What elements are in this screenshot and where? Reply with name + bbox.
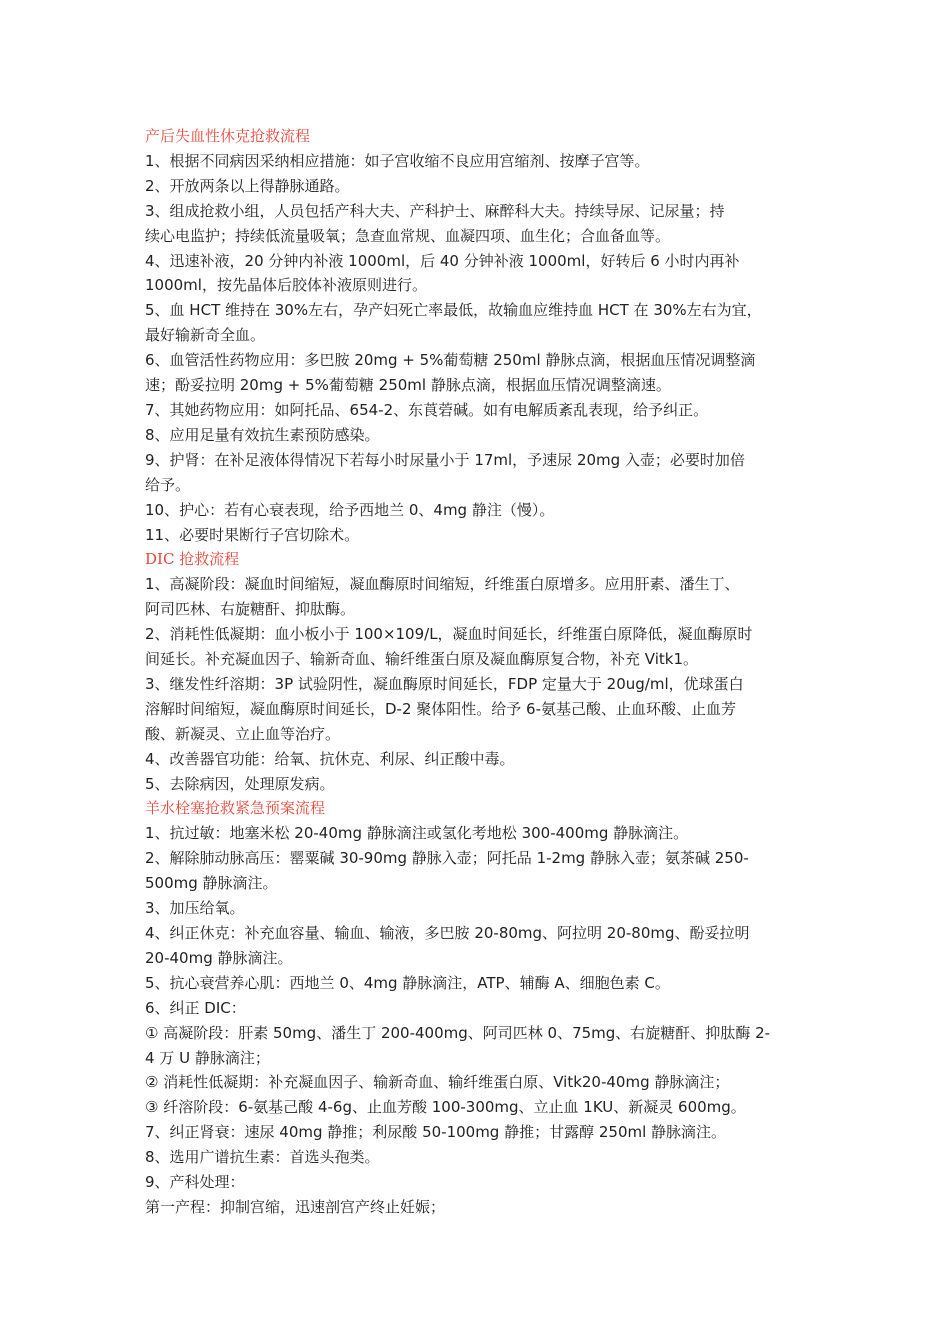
text-line: 3、继发性纤溶期：3P 试验阴性，凝血酶原时间延长，FDP 定量大于 20ug/ml，优球蛋白 xyxy=(145,674,744,693)
text-line: 3、加压给氧。 xyxy=(145,899,245,918)
section-title: 羊水栓塞抢救紧急预案流程 xyxy=(145,799,326,818)
text-line: 4、纠正休克：补充血容量、输血、输液，多巴胺 20-80mg、阿拉明 20-80mg、酚妥拉明 xyxy=(145,924,750,942)
text-line: 3、组成抢救小组，人员包括产科大夫、产科护士、麻醉科大夫。持续导尿、记尿量；持 xyxy=(145,201,725,220)
text-line: 8、选用广谱抗生素：首选头孢类。 xyxy=(145,1148,380,1167)
text-line: 5、血 HCT 维持在 30%左右，孕产妇死亡率最低，故输血应维持血 HCT 在 30%左右为宜， xyxy=(145,301,762,320)
text-line: 1、抗过敏：地塞米松 20-40mg 静脉滴注或氢化考地松 300-400mg 静脉滴注。 xyxy=(145,824,689,843)
text-line: 6、血管活性药物应用：多巴胺 20mg + 5%葡萄糖 250ml 静脉点滴，根据血压情况调整滴 xyxy=(145,351,756,370)
text-line: 速；酚妥拉明 20mg + 5%葡萄糖 250ml 静脉点滴，根据血压情况调整滴速。 xyxy=(145,376,671,395)
text-line: 9、产科处理： xyxy=(145,1173,245,1192)
text-line: 5、抗心衰营养心肌：西地兰 0、4mg 静脉滴注，ATP、辅酶 A、细胞色素 C。 xyxy=(145,973,670,992)
text-line: 20-40mg 静脉滴注。 xyxy=(145,948,293,967)
text-line: 1、高凝阶段：凝血时间缩短，凝血酶原时间缩短，纤维蛋白原增多。应用肝素、潘生丁、 xyxy=(145,575,740,594)
text-line: ① 高凝阶段：肝素 50mg、潘生丁 200-400mg、阿司匹林 0、75mg、右旋糖酐、抑肽酶 2- xyxy=(145,1023,771,1042)
text-line: 10、护心：若有心衰表现，给予西地兰 0、4mg 静注（慢）。 xyxy=(145,500,555,519)
text-line: 6、纠正 DIC： xyxy=(145,998,246,1017)
section-pph-shock xyxy=(145,124,815,547)
text-line: 续心电监护；持续低流量吸氧；急查血常规、血凝四项、血生化；合血备血等。 xyxy=(145,226,671,245)
text-line: 4、改善器官功能：给氧、抗休克、利尿、纠正酸中毒。 xyxy=(145,749,515,768)
section-amniotic-embolism xyxy=(145,796,815,1219)
text-line: 溶解时间缩短，凝血酶原时间延长，D-2 聚体阳性。给予 6-氨基己酸、止血环酸、止血芳 xyxy=(145,699,737,718)
text-line: 2、消耗性低凝期：血小板小于 100×109/L，凝血时间延长，纤维蛋白原降低，凝血酶原时 xyxy=(145,625,753,644)
text-line: 最好输新奇全血。 xyxy=(145,326,266,345)
text-line: 4 万 U 静脉滴注； xyxy=(145,1048,270,1067)
text-line: 8、应用足量有效抗生素预防感染。 xyxy=(145,425,380,444)
text-line: 5、去除病因，处理原发病。 xyxy=(145,774,335,793)
text-line: 500mg 静脉滴注。 xyxy=(145,874,278,893)
text-line: 2、开放两条以上得静脉通路。 xyxy=(145,176,350,195)
text-line: 阿司匹林、右旋糖酐、抑肽酶。 xyxy=(145,600,356,619)
text-line: 11、必要时果断行子宫切除术。 xyxy=(145,525,360,544)
section-dic xyxy=(145,547,815,796)
text-line: 9、护肾：在补足液体得情况下若每小时尿量小于 17ml，予速尿 20mg 入壶；必要时加倍 xyxy=(145,450,745,469)
text-line: ③ 纤溶阶段：6-氨基己酸 4-6g、止血芳酸 100-300mg、立止血 1KU、新凝灵 600mg。 xyxy=(145,1098,746,1117)
text-line: 4、迅速补液，20 分钟内补液 1000ml，后 40 分钟补液 1000ml，好转后 6 小时内再补 xyxy=(145,251,740,270)
text-line: 1、根据不同病因采纳相应措施：如子宫收缩不良应用宫缩剂、按摩子宫等。 xyxy=(145,151,650,170)
text-line: 第一产程：抑制宫缩，迅速剖宫产终止妊娠； xyxy=(145,1197,446,1216)
text-line: 酸、新凝灵、立止血等治疗。 xyxy=(145,724,341,743)
document-body xyxy=(145,124,815,1220)
section-title: DIC 抢救流程 xyxy=(145,550,240,569)
text-line: 7、其她药物应用：如阿托品、654-2、东莨菪碱。如有电解质紊乱表现，给予纠正。 xyxy=(145,400,709,419)
text-line: 间延长。补充凝血因子、输新奇血、输纤维蛋白原及凝血酶原复合物，补充 Vitk1。 xyxy=(145,650,698,669)
text-line: 2、解除肺动脉高压：罂粟碱 30-90mg 静脉入壶；阿托品 1-2mg 静脉入壶；氨茶碱 250- xyxy=(145,849,749,868)
text-line: ② 消耗性低凝期：补充凝血因子、输新奇血、输纤维蛋白原、Vitk20-40mg 静脉滴注； xyxy=(145,1073,730,1092)
text-line: 给予。 xyxy=(145,475,191,494)
text-line: 7、纠正肾衰：速尿 40mg 静推；利尿酸 50-100mg 静推；甘露醇 250ml 静脉滴注。 xyxy=(145,1123,727,1142)
section-title: 产后失血性休克抢救流程 xyxy=(145,127,311,145)
text-line: 1000ml，按先晶体后胶体补液原则进行。 xyxy=(145,276,427,295)
